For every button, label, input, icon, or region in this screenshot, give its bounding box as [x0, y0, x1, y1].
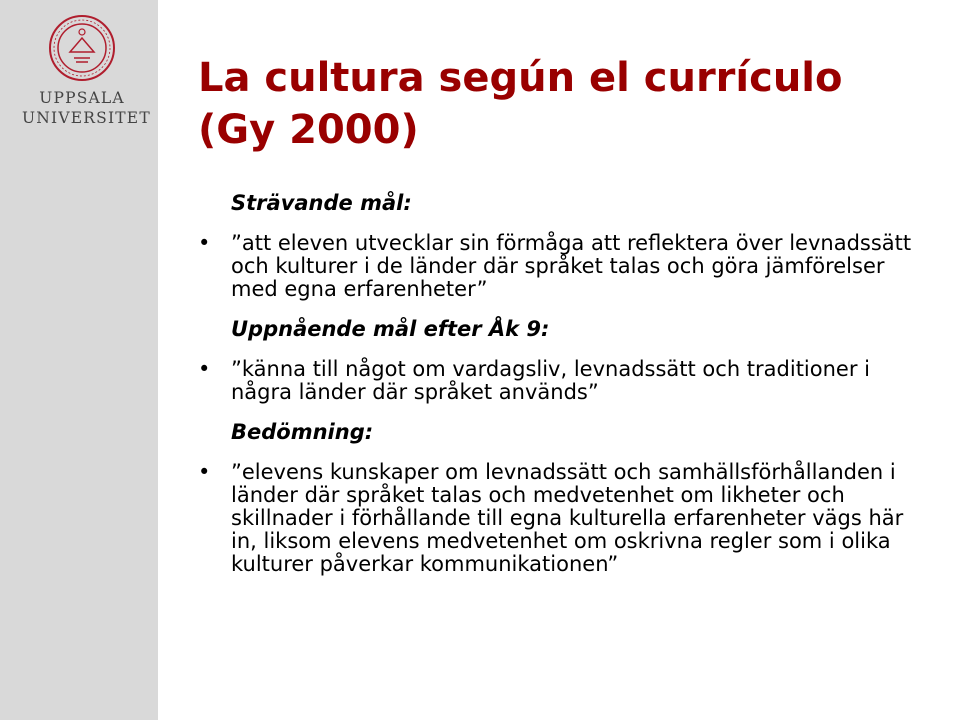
logo-line-1: UPPSALA — [39, 89, 125, 107]
bullet-dot: • — [198, 231, 211, 255]
slide-body — [198, 192, 933, 593]
section-heading-strävande: Strävande mål: — [231, 191, 412, 215]
section-heading-uppnående: Uppnående mål efter Åk 9: — [231, 317, 550, 341]
slide-title — [198, 52, 938, 156]
bullet-dot: • — [198, 357, 211, 381]
title-line-2: (Gy 2000) — [198, 107, 419, 153]
university-logo — [22, 14, 151, 144]
bullet-item — [198, 461, 933, 576]
bullet-item — [198, 358, 933, 404]
bullet-text: ”känna till något om vardagsliv, levnadssätt och traditioner i några länder där språket används” — [231, 357, 870, 404]
logo-line-2: UNIVERSITET — [22, 109, 151, 127]
sidebar — [0, 0, 158, 720]
bullet-text: ”elevens kunskaper om levnadssätt och samhällsförhållanden i länder där språket talas och medvetenhet om likheter och skillnader i förhållande till egna kulturella erfarenheter vägs här in, liksom elevens medvetenhet om oskrivna regler som i olika kulturer påverkar kommunikationen” — [231, 460, 904, 576]
title-line-1: La cultura según el currículo — [198, 55, 843, 101]
bullet-item — [198, 232, 933, 301]
bullet-text: ”att eleven utvecklar sin förmåga att reflektera över levnadssätt och kulturer i de länder där språket talas och göra jämförelser med egna erfarenheter” — [231, 231, 912, 301]
bullet-dot: • — [198, 460, 211, 484]
section-heading-bedömning: Bedömning: — [231, 420, 374, 444]
university-seal-icon — [48, 14, 116, 82]
